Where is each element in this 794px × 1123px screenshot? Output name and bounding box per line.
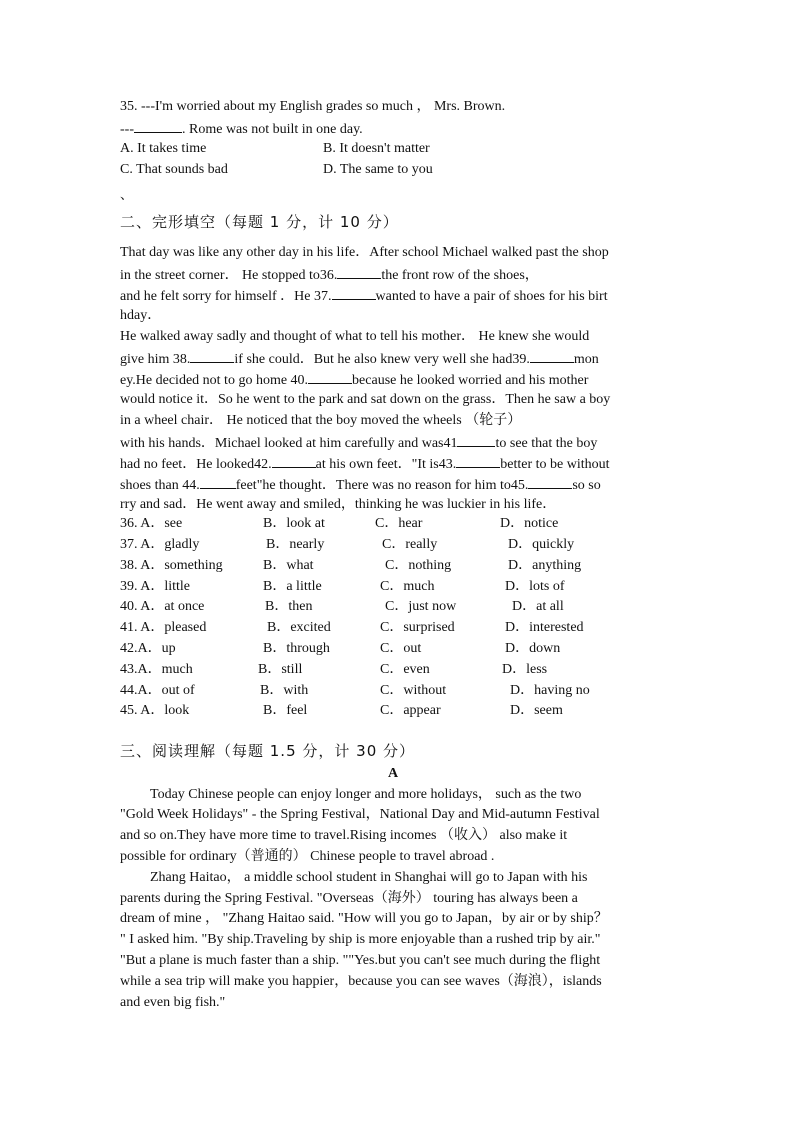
option-40-c[interactable]: C．just now: [385, 599, 457, 614]
option-41-b[interactable]: B．excited: [267, 620, 331, 635]
section-2-title: 二、完形填空（每题 1 分，计 10 分）: [120, 213, 399, 231]
cloze-line-9: in a wheel chair． He noticed that the boy moved the wheels （轮子）: [120, 413, 522, 428]
answer-blank-38[interactable]: [190, 348, 234, 363]
answer-blank-44[interactable]: [200, 474, 236, 489]
section-3-title: 三、阅读理解（每题 1.5 分，计 30 分）: [120, 742, 416, 760]
cloze-line-13: rry and sad．He went away and smiled，thinking he was luckier in his life．: [120, 497, 557, 512]
cloze-line-5: He walked away sadly and thought of what to tell his mother． He knew she would: [120, 329, 590, 344]
answer-blank-45[interactable]: [528, 474, 572, 489]
answer-blank-41[interactable]: [457, 432, 495, 447]
stray-mark: 、: [120, 187, 134, 202]
option-38-c[interactable]: C．nothing: [385, 558, 452, 573]
answer-blank-36[interactable]: [337, 264, 381, 279]
q35-option-d[interactable]: D. The same to you: [323, 162, 433, 177]
option-43-c[interactable]: C．even: [380, 662, 430, 677]
passage-line-9: "But a plane is much faster than a ship. ""Yes.but you can't see much during the flight: [120, 953, 601, 968]
option-43-d[interactable]: D．less: [502, 662, 548, 677]
passage-line-10: while a sea trip will make you happier，because you can see waves（海浪），islands: [120, 974, 602, 989]
option-45-a[interactable]: 45. A．look: [120, 703, 190, 718]
option-45-c[interactable]: C．appear: [380, 703, 441, 718]
answer-blank-40[interactable]: [308, 369, 352, 384]
option-42-c[interactable]: C．out: [380, 641, 422, 656]
option-44-d[interactable]: D．having no: [510, 683, 590, 698]
passage-line-2: "Gold Week Holidays" - the Spring Festival，National Day and Mid-autumn Festival: [120, 807, 600, 822]
cloze-line-7: ey.He decided not to go home 40. because he looked worried and his mother: [120, 369, 588, 391]
option-42-b[interactable]: B．through: [263, 641, 330, 656]
passage-line-7: dream of mine ， "Zhang Haitao said. "How will you go to Japan，by air or by ship？: [120, 911, 608, 926]
cloze-line-3: and he felt sorry for himself ．He 37. wanted to have a pair of shoes for his birt: [120, 285, 608, 307]
option-39-b[interactable]: B．a little: [263, 579, 322, 594]
option-44-c[interactable]: C．without: [380, 683, 447, 698]
cloze-line-11: had no feet．He looked42. at his own feet．"It is43. better to be without: [120, 453, 610, 475]
option-40-d[interactable]: D．at all: [512, 599, 564, 614]
option-38-a[interactable]: 38. A．something: [120, 558, 223, 573]
cloze-line-6: give him 38. if she could．But he also knew very well she had39. mon: [120, 348, 599, 370]
passage-label: A: [388, 766, 399, 781]
answer-blank[interactable]: [134, 118, 182, 133]
passage-line-6: parents during the Spring Festival. "Overseas（海外） touring has always been a: [120, 891, 578, 906]
option-45-b[interactable]: B．feel: [263, 703, 308, 718]
option-45-d[interactable]: D．seem: [510, 703, 563, 718]
passage-line-11: and even big fish.": [120, 995, 226, 1010]
option-37-c[interactable]: C．really: [382, 537, 438, 552]
option-40-a[interactable]: 40. A．at once: [120, 599, 205, 614]
option-42-a[interactable]: 42.A．up: [120, 641, 176, 656]
option-39-a[interactable]: 39. A．little: [120, 579, 190, 594]
option-37-a[interactable]: 37. A．gladly: [120, 537, 200, 552]
option-41-c[interactable]: C．surprised: [380, 620, 455, 635]
option-37-b[interactable]: B．nearly: [266, 537, 325, 552]
passage-line-8: " I asked him. "By ship.Traveling by ship is more enjoyable than a rushed trip by air.": [120, 932, 601, 947]
cloze-line-12: shoes than 44. feet"he thought．There was no reason for him to45. so so: [120, 474, 601, 496]
option-40-b[interactable]: B．then: [265, 599, 313, 614]
q35-question: 35. ---I'm worried about my English grades so much ， Mrs. Brown.: [120, 99, 506, 114]
option-44-a[interactable]: 44.A．out of: [120, 683, 195, 698]
answer-blank-43[interactable]: [456, 453, 500, 468]
answer-blank-39[interactable]: [530, 348, 574, 363]
cloze-line-10: with his hands．Michael looked at him carefully and was41 to see that the boy: [120, 432, 597, 454]
option-41-a[interactable]: 41. A．pleased: [120, 620, 207, 635]
option-37-d[interactable]: D．quickly: [508, 537, 575, 552]
option-39-d[interactable]: D．lots of: [505, 579, 565, 594]
answer-blank-42[interactable]: [272, 453, 316, 468]
option-44-b[interactable]: B．with: [260, 683, 309, 698]
passage-line-1: Today Chinese people can enjoy longer and more holidays， such as the two: [150, 787, 582, 802]
cloze-line-1: That day was like any other day in his life．After school Michael walked past the shop: [120, 245, 609, 260]
q35-option-b[interactable]: B. It doesn't matter: [323, 141, 430, 156]
option-41-d[interactable]: D．interested: [505, 620, 584, 635]
cloze-line-2: in the street corner． He stopped to36. the front row of the shoes，: [120, 264, 539, 286]
option-36-c[interactable]: C．hear: [375, 516, 423, 531]
passage-line-4: possible for ordinary（普通的） Chinese people to travel abroad .: [120, 849, 495, 864]
passage-line-5: Zhang Haitao， a middle school student in Shanghai will go to Japan with his: [150, 870, 588, 885]
answer-blank-37[interactable]: [332, 285, 376, 300]
option-43-a[interactable]: 43.A．much: [120, 662, 193, 677]
option-42-d[interactable]: D．down: [505, 641, 561, 656]
passage-line-3: and so on.They have more time to travel.Rising incomes （收入） also make it: [120, 828, 568, 843]
option-36-d[interactable]: D．notice: [500, 516, 559, 531]
option-38-d[interactable]: D．anything: [508, 558, 582, 573]
option-38-b[interactable]: B．what: [263, 558, 314, 573]
option-43-b[interactable]: B．still: [258, 662, 303, 677]
option-39-c[interactable]: C．much: [380, 579, 435, 594]
q35-option-c[interactable]: C. That sounds bad: [120, 162, 228, 177]
option-36-a[interactable]: 36. A．see: [120, 516, 183, 531]
q35-option-a[interactable]: A. It takes time: [120, 141, 207, 156]
q35-reply: --- . Rome was not built in one day.: [120, 118, 363, 140]
option-36-b[interactable]: B．look at: [263, 516, 325, 531]
cloze-line-8: would notice it．So he went to the park and sat down on the grass．Then he saw a boy: [120, 392, 611, 407]
cloze-line-4: hday．: [120, 308, 162, 323]
